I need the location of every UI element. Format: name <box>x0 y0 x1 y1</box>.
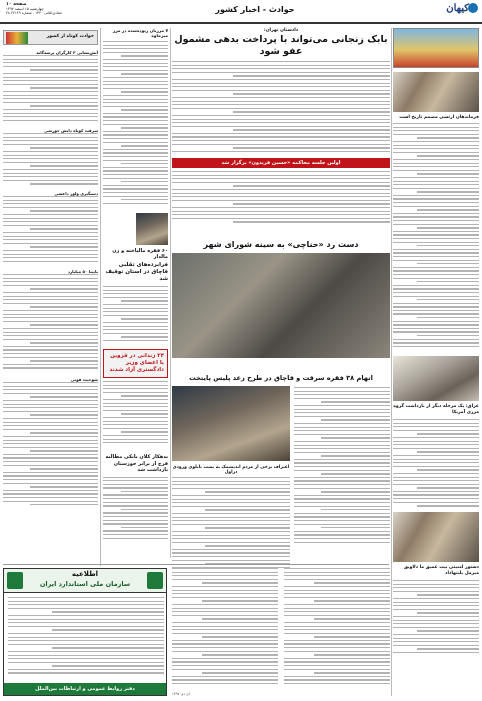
boxed-headline: ۲۴ زندانی در قزوین با اعضای وزیر دادگستری آزاد شدند <box>109 353 164 373</box>
right-body-text <box>393 580 479 660</box>
date-line-hijri: ۲۸ جمادی‌الثانی ۱۴۴۰ - شماره ۲۲۱۴۹ <box>6 11 63 15</box>
boxed-headline: فرابرده‌های تقلبی قاچاق در استان توقیف شد <box>105 262 168 282</box>
column-rule <box>391 28 392 696</box>
council-photo <box>172 253 390 358</box>
right-top-image <box>393 28 479 68</box>
main-body-text <box>172 171 390 226</box>
column-rule <box>100 28 101 566</box>
notice-subtitle: سازمان ملی استاندارد ایران <box>39 580 131 588</box>
boxed-headline: ۶۰ فقره مالباخته و زن مالدار <box>112 248 168 260</box>
body-text <box>172 568 278 688</box>
column-rule <box>170 28 171 558</box>
section-title: حوادث - اخبار کشور <box>215 5 295 14</box>
highlight-box <box>103 349 168 378</box>
body-text <box>284 568 390 688</box>
courthouse-headline: اولین جلسه محاکمه «حسین فریدون» برگزار شد <box>221 160 341 166</box>
notice-header <box>4 569 166 593</box>
body-text <box>103 477 168 547</box>
left-body-text <box>3 382 98 512</box>
date-line: چهارشنبه ۱۵ اسفند ۱۳۹۷ <box>6 7 44 11</box>
page-label: صفحه ۱۰ <box>6 2 27 7</box>
secondary-headline: اعتراف برخی از مردم اندیشمک به نصب تابلوی ورودی دزاول <box>172 465 290 475</box>
left-heading: سرقت کوتاه دانش خورشی <box>44 128 98 133</box>
left-body-text <box>3 55 98 125</box>
header-image <box>6 32 28 44</box>
logo-icon <box>468 3 478 13</box>
right-box-headline: دستور امنیتی بیت عمیق ما دلاویق مبرمل بلیتهاداد <box>403 565 479 576</box>
left-heading: آتش‌نشانی ۳ کارگران پرسه‌گانه <box>36 50 98 55</box>
arrest-headline: اتهام ۳۸ فقره سرقت و قاچاق در طرح رعد پلیس پایتخت <box>189 374 373 382</box>
right-box-headline: عراق: یک مرحله دیگر از بازداشت گروه مرزی آمریکا <box>393 404 479 415</box>
kicker-headline: ۷ مرزبان ربوده‌شده در مرز میرجاوه <box>112 28 168 38</box>
page-date-block <box>6 2 126 15</box>
main-headline: بابک زنجانی می‌تواند با پرداخت بدهی مشمول عفو شود <box>174 34 388 57</box>
logo-text: کیهان <box>446 3 469 14</box>
left-heading: نابینا ۵۰ میلیارد <box>67 269 98 274</box>
left-body-text <box>3 274 98 374</box>
left-column <box>3 30 98 550</box>
ad-note: ای دی ۱۳۹۷ <box>172 692 190 696</box>
notice-title: اطلاعیه <box>71 570 99 578</box>
right-photo-3 <box>393 512 479 562</box>
notice-footer-text: دفتر روابط عمومی و ارتباطات بین‌الملل <box>35 686 135 692</box>
right-body-text <box>393 419 479 509</box>
main-body-text <box>172 61 390 156</box>
section-divider <box>3 564 389 565</box>
body-text <box>103 286 168 346</box>
boxed-headline: بدهکار کلان بانکی مطالبه فرج از برابر خوزستان بازداشت شد <box>105 454 168 473</box>
left-heading: شوخیت قوتی <box>70 377 98 382</box>
main-story <box>172 28 390 238</box>
right-box-headline: فرماندهان ارتشی مصمم تاریخ است <box>399 115 479 120</box>
body-text <box>103 41 168 211</box>
council-story <box>172 240 390 370</box>
arrest-story <box>172 374 390 564</box>
newspaper-logo <box>440 2 478 21</box>
left-column-header <box>3 30 98 45</box>
arrest-body-text <box>172 477 290 572</box>
left-column-title: حوادث کوتاه از کشور <box>46 34 94 39</box>
notice-footer <box>4 683 166 695</box>
right-photo-1 <box>393 72 479 112</box>
photo-thumbnail <box>136 213 168 245</box>
right-column <box>393 28 479 696</box>
left-body-text <box>3 196 98 266</box>
arrest-body-text <box>294 387 390 547</box>
arrest-photo <box>172 386 290 461</box>
notice-ad <box>3 568 167 696</box>
left-heading: دستگیری ولوز داعشی <box>54 191 98 196</box>
right-body-text <box>393 123 479 353</box>
council-headline: دست رد «حناچی» به سینه شورای شهر <box>203 240 359 249</box>
body-text <box>103 381 168 451</box>
second-column <box>103 28 168 558</box>
masthead <box>0 0 482 24</box>
bottom-center-story <box>172 568 390 696</box>
notice-body-text <box>8 597 164 677</box>
left-body-text <box>3 133 98 188</box>
courthouse-banner <box>172 158 390 168</box>
right-photo-2 <box>393 356 479 401</box>
kicker: دادستان تهران: <box>263 28 299 33</box>
